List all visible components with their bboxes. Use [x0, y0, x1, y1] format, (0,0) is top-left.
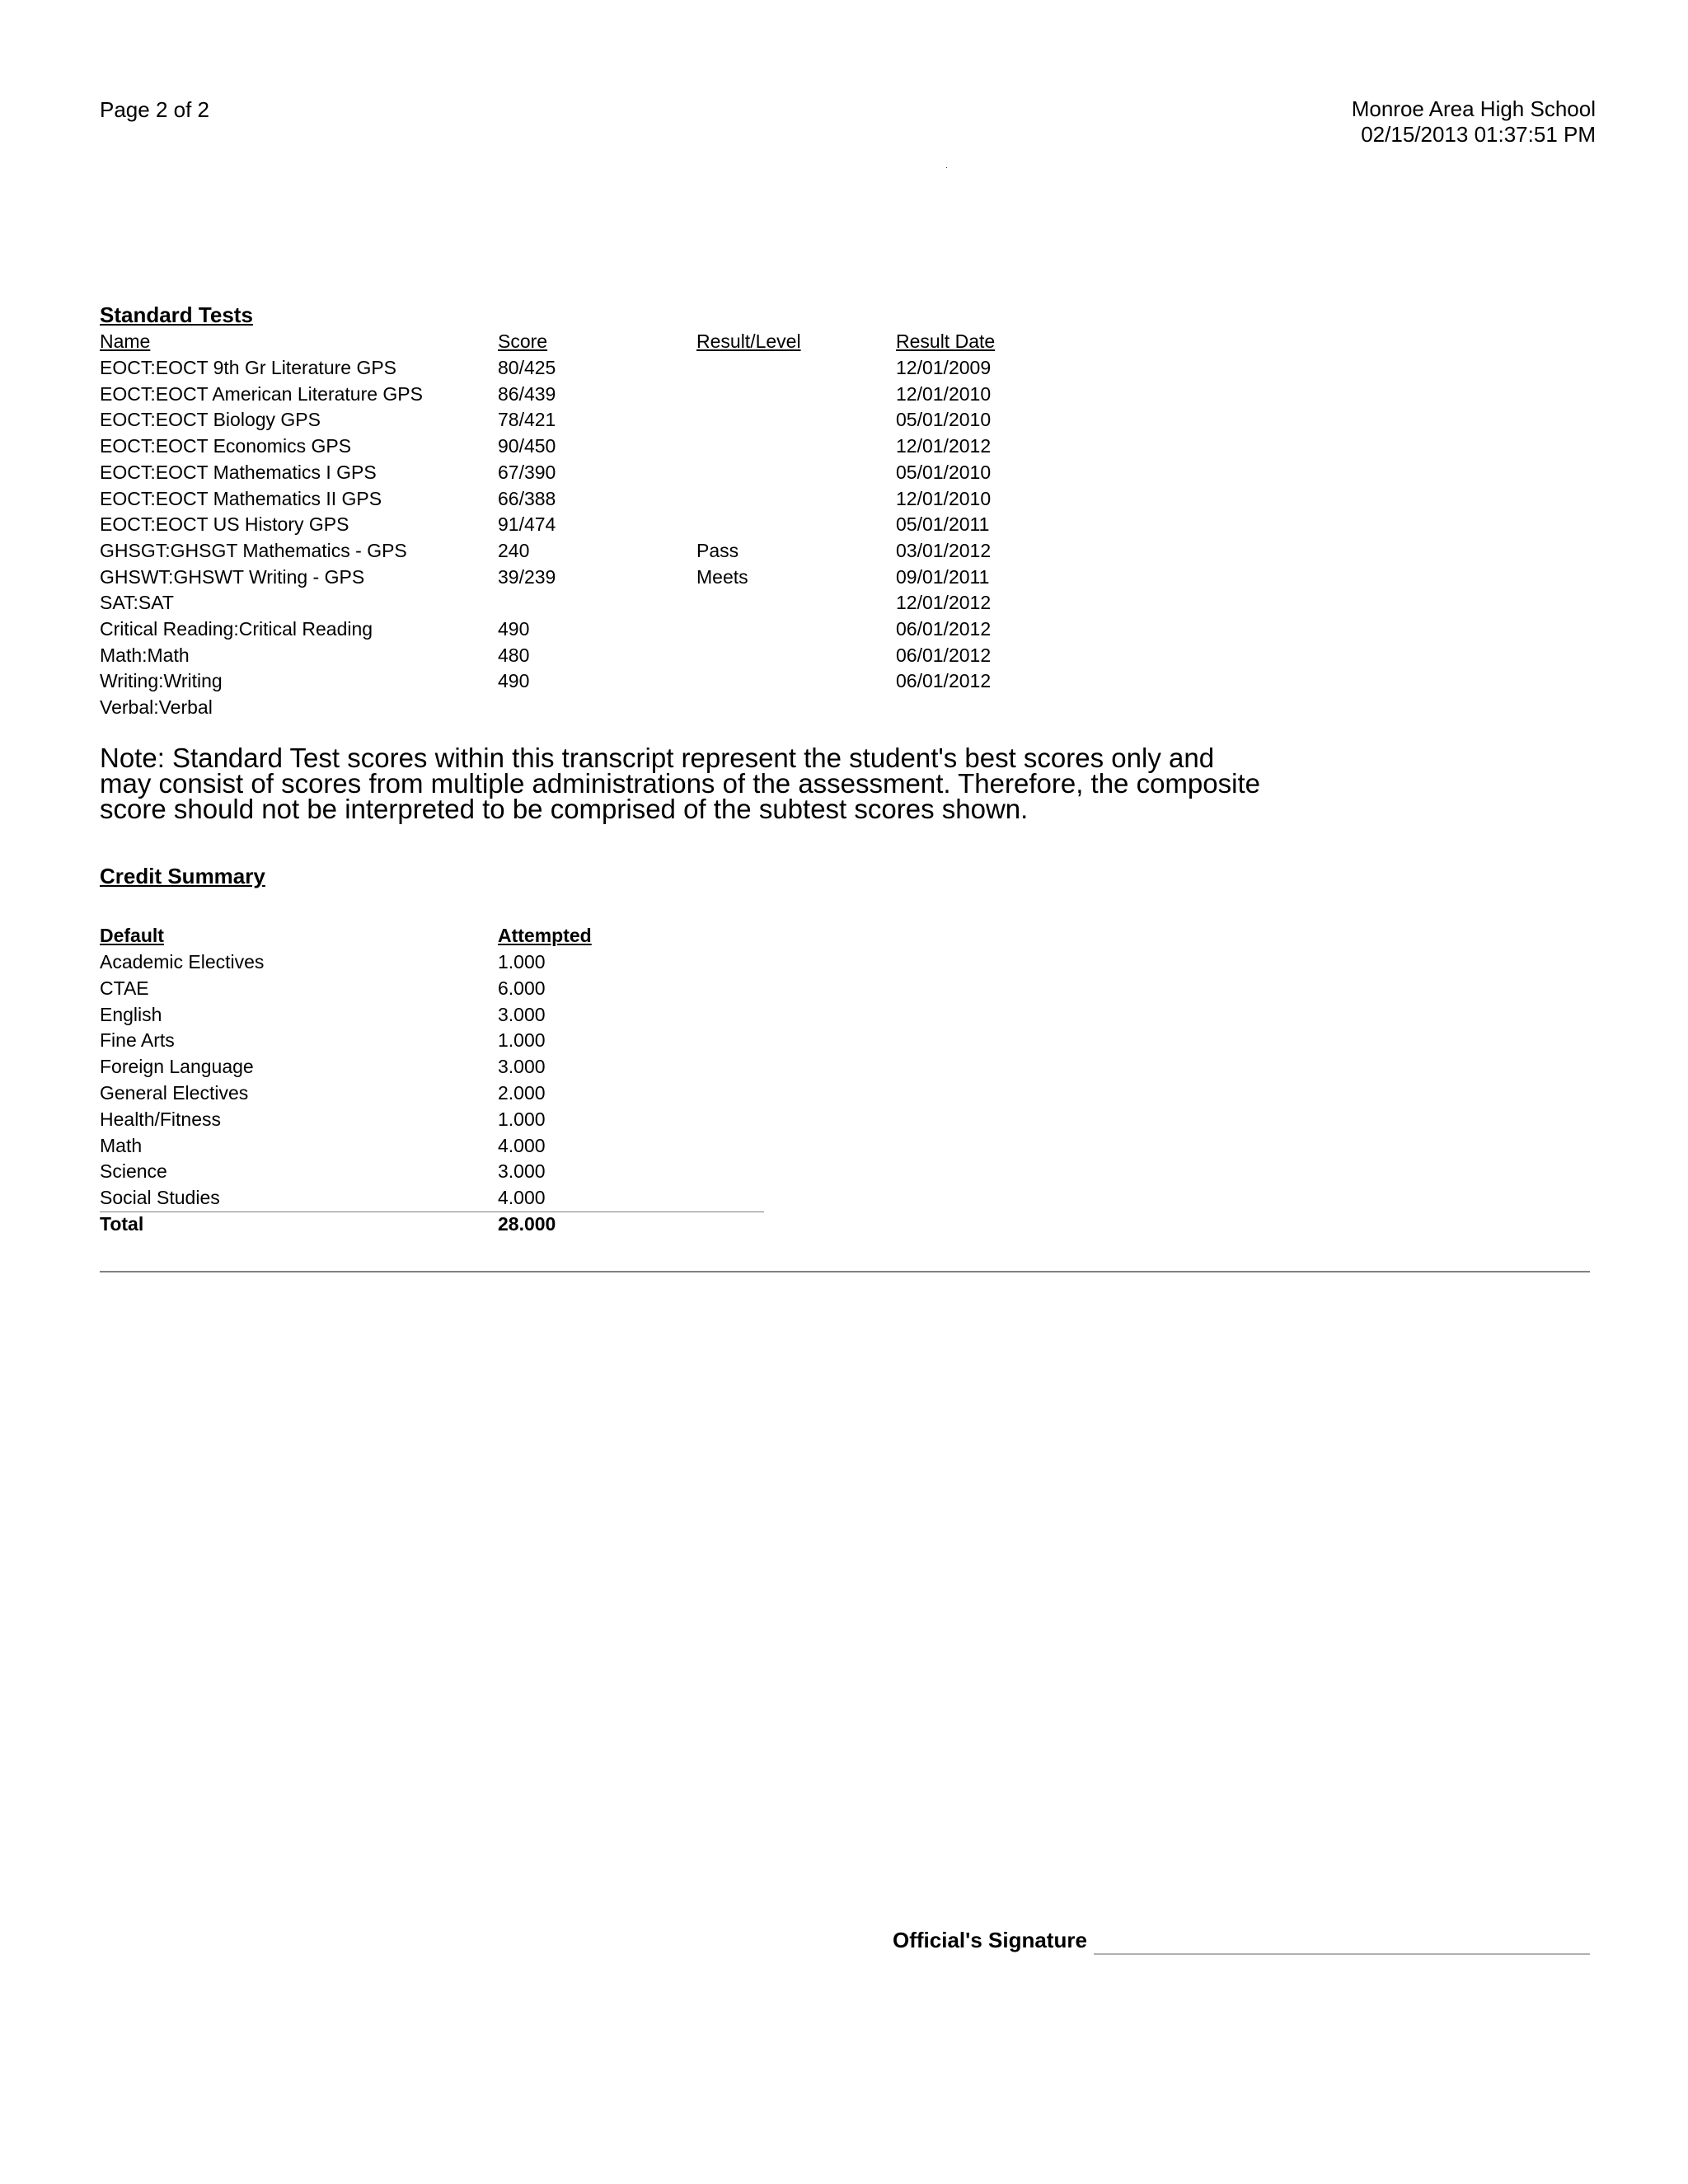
- signature-label: Official's Signature: [893, 1928, 1087, 1952]
- credit-row: [100, 1001, 1089, 1028]
- credit-category: Science: [100, 1160, 167, 1183]
- credit-total-row: [100, 1211, 1089, 1237]
- signature-line[interactable]: [1094, 1953, 1590, 1955]
- test-name: EOCT:EOCT US History GPS: [100, 513, 349, 536]
- credit-category: CTAE: [100, 977, 149, 999]
- print-timestamp: 02/15/2013 01:37:51 PM: [1361, 122, 1596, 147]
- test-name: EOCT:EOCT 9th Gr Literature GPS: [100, 357, 397, 378]
- test-row: [100, 589, 1089, 616]
- test-result-date: 03/01/2012: [896, 539, 992, 561]
- test-row: [100, 381, 1089, 407]
- test-name: EOCT:EOCT Mathematics I GPS: [100, 461, 377, 483]
- standard-tests-section: [100, 302, 1089, 730]
- column-header: Attempted: [498, 925, 592, 946]
- test-score: 66/388: [498, 487, 556, 509]
- credit-attempted: 1.000: [498, 1029, 546, 1052]
- test-result-date: 12/01/2012: [896, 592, 992, 614]
- test-score: 490: [498, 618, 530, 640]
- credit-row: [100, 1080, 1089, 1106]
- test-row: [100, 511, 1089, 537]
- test-name: Verbal:Verbal: [100, 696, 213, 719]
- page-number: Page 2 of 2: [100, 97, 209, 122]
- test-row: [100, 354, 1089, 381]
- note-line: may consist of scores from multiple administrations of the assessment. Therefore, the composite: [100, 768, 1260, 799]
- test-result-level: Meets: [696, 565, 748, 588]
- test-name: EOCT:EOCT American Literature GPS: [100, 382, 423, 405]
- credit-category: Health/Fitness: [100, 1108, 222, 1130]
- test-score: 480: [498, 644, 530, 666]
- credit-attempted: 4.000: [498, 1187, 546, 1209]
- credit-summary-section: [100, 863, 842, 1242]
- standard-tests-title: Standard Tests: [100, 302, 253, 327]
- test-result-date: 05/01/2011: [896, 513, 990, 536]
- credit-attempted: 1.000: [498, 1108, 546, 1130]
- column-header: Result/Level: [696, 330, 801, 352]
- test-result-date: 05/01/2010: [896, 461, 992, 483]
- test-score: 78/421: [498, 409, 556, 431]
- test-result-level: Pass: [696, 539, 739, 561]
- credit-row: [100, 1132, 1089, 1159]
- test-row: [100, 433, 1089, 459]
- test-row: [100, 406, 1089, 433]
- credit-category: Math: [100, 1134, 143, 1156]
- school-name: Monroe Area High School: [1351, 96, 1596, 121]
- test-name: GHSWT:GHSWT Writing - GPS: [100, 565, 365, 588]
- credit-summary-header-row: [100, 922, 1089, 949]
- test-result-date: 06/01/2012: [896, 644, 992, 666]
- test-result-date: 05/01/2010: [896, 409, 992, 431]
- note-line: score should not be interpreted to be comprised of the subtest scores shown.: [100, 794, 1029, 824]
- test-result-date: 12/01/2012: [896, 435, 992, 457]
- test-name: EOCT:EOCT Economics GPS: [100, 435, 352, 457]
- credit-attempted: 6.000: [498, 977, 546, 999]
- test-name: EOCT:EOCT Biology GPS: [100, 409, 321, 431]
- credit-category: Academic Electives: [100, 951, 265, 972]
- credit-attempted: 1.000: [498, 951, 546, 972]
- credit-row: [100, 1106, 1089, 1132]
- test-result-date: 09/01/2011: [896, 565, 990, 588]
- test-row: [100, 485, 1089, 512]
- test-row: [100, 537, 1089, 564]
- credit-row: [100, 1184, 1089, 1211]
- credit-row: [100, 1027, 1089, 1053]
- test-score: 91/474: [498, 513, 556, 536]
- test-result-date: 12/01/2010: [896, 487, 992, 509]
- section-divider: [100, 1271, 1590, 1272]
- test-row: [100, 642, 1089, 668]
- test-name: EOCT:EOCT Mathematics II GPS: [100, 487, 382, 509]
- credit-attempted: 3.000: [498, 1003, 546, 1025]
- column-header: Name: [100, 330, 151, 352]
- credit-row: [100, 975, 1089, 1001]
- credit-row: [100, 1053, 1089, 1080]
- test-row: [100, 668, 1089, 694]
- school-header: [1352, 96, 1596, 148]
- note-line: Note: Standard Test scores within this transcript represent the student's best scores only and: [100, 743, 1215, 773]
- test-name: GHSGT:GHSGT Mathematics - GPS: [100, 539, 407, 561]
- test-score: 39/239: [498, 565, 556, 588]
- test-row: [100, 616, 1089, 642]
- test-result-date: 12/01/2009: [896, 357, 992, 378]
- credit-category: Social Studies: [100, 1187, 220, 1209]
- test-result-date: 12/01/2010: [896, 382, 992, 405]
- standard-tests-header-row: [100, 328, 1089, 354]
- test-name: Math:Math: [100, 644, 190, 666]
- test-row: [100, 564, 1089, 590]
- test-score: 90/450: [498, 435, 556, 457]
- test-score: 80/425: [498, 357, 556, 378]
- credit-row: [100, 1158, 1089, 1184]
- test-score: 490: [498, 670, 530, 692]
- total-value: 28.000: [498, 1213, 556, 1235]
- credit-summary-title: Credit Summary: [100, 864, 265, 888]
- test-score: 240: [498, 539, 530, 561]
- stray-dot: .: [945, 162, 948, 171]
- credit-category: English: [100, 1003, 162, 1025]
- credit-category: General Electives: [100, 1082, 249, 1104]
- standard-tests-note: [100, 745, 1336, 822]
- test-row: [100, 694, 1089, 720]
- credit-attempted: 2.000: [498, 1082, 546, 1104]
- credit-category: Fine Arts: [100, 1029, 175, 1052]
- test-score: 86/439: [498, 382, 556, 405]
- column-header: Result Date: [896, 330, 996, 352]
- credit-attempted: 3.000: [498, 1056, 546, 1078]
- credit-attempted: 4.000: [498, 1134, 546, 1156]
- test-name: Critical Reading:Critical Reading: [100, 618, 373, 640]
- column-header: Score: [498, 330, 548, 352]
- total-label: Total: [100, 1213, 144, 1235]
- test-result-date: 06/01/2012: [896, 670, 992, 692]
- test-name: Writing:Writing: [100, 670, 223, 692]
- test-score: 67/390: [498, 461, 556, 483]
- test-row: [100, 459, 1089, 485]
- credit-category: Foreign Language: [100, 1056, 254, 1078]
- column-header: Default: [100, 925, 164, 946]
- test-name: SAT:SAT: [100, 592, 174, 614]
- test-result-date: 06/01/2012: [896, 618, 992, 640]
- credit-attempted: 3.000: [498, 1160, 546, 1183]
- credit-row: [100, 949, 1089, 975]
